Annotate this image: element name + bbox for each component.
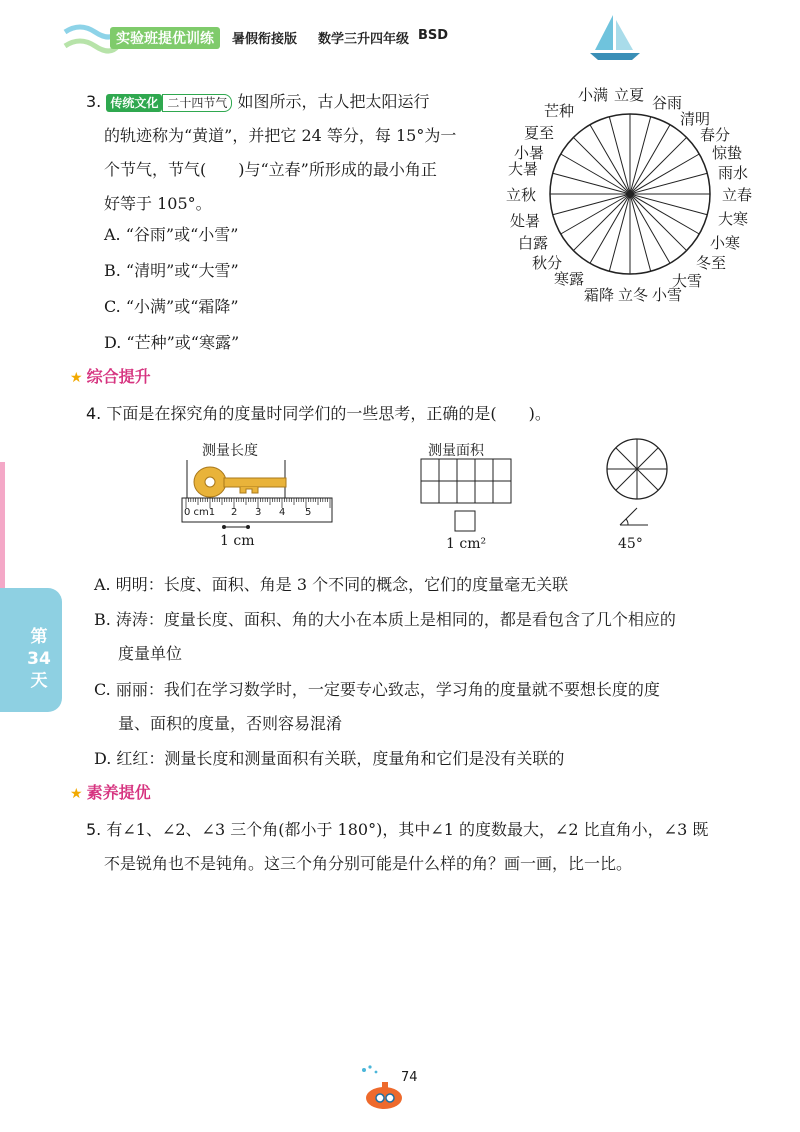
term-label: 冬至 <box>696 254 727 272</box>
area-grid-figure <box>420 458 514 538</box>
solar-terms-wheel <box>548 102 712 292</box>
term-label: 小寒 <box>710 234 741 252</box>
term-label: 白露 <box>518 234 549 252</box>
term-label: 立冬 <box>618 286 649 304</box>
term-label: 立夏 <box>614 86 645 104</box>
wheel-spoke <box>630 194 651 271</box>
question-text-line: 如图所示，古人把太阳运行 <box>237 92 430 111</box>
term-label: 立春 <box>722 186 753 204</box>
ruler-key-figure <box>180 458 340 533</box>
term-label: 大寒 <box>718 210 749 228</box>
option-a[interactable]: A. 明明：长度、面积、角是 3 个不同的概念，它们的度量毫无关联 <box>94 575 569 594</box>
sailboat-icon <box>585 10 645 65</box>
section-heading-literacy: ★ 素养提优 <box>70 783 151 802</box>
question-3 <box>86 86 496 118</box>
star-icon: ★ <box>70 786 83 802</box>
question-3-body <box>104 120 504 220</box>
question-5 <box>86 814 786 846</box>
angle-circle-figure <box>604 437 674 537</box>
term-label: 芒种 <box>544 102 575 120</box>
unit-segment <box>222 522 252 532</box>
question-text-line: 有∠1、∠2、∠3 三个角(都小于 180°)，其中∠1 的度数最大，∠2 比直角小，∠3 既 <box>106 820 709 839</box>
unit-label-cm: 1 cm <box>220 533 255 549</box>
unit-label-cm2: 1 cm² <box>446 536 487 552</box>
header-brand: 实验班提优训练 <box>110 27 220 49</box>
question-text-line: 好等于 105°。 <box>104 194 212 213</box>
margin-bar <box>0 462 5 590</box>
term-label: 夏至 <box>524 124 555 142</box>
term-label: 小满 <box>578 86 609 104</box>
term-label: 秋分 <box>532 254 563 272</box>
term-label: 霜降 <box>584 286 615 304</box>
question-number: 3. <box>86 92 102 111</box>
ruler-tick-labels: 0 cm1 2 3 4 5 <box>184 507 312 518</box>
option-c[interactable]: C. 丽丽：我们在学习数学时，一定要专心致志，学习角的度量就不要想长度的度 <box>94 680 660 699</box>
option-b[interactable]: B. 涛涛：度量长度、面积、角的大小在本质上是相同的，都是看包含了几个相应的 <box>94 610 676 629</box>
term-label: 雨水 <box>718 164 749 182</box>
option-b[interactable]: B. “清明”或“大雪” <box>104 261 239 280</box>
page-number: 74 <box>401 1070 418 1085</box>
wheel-spoke <box>553 194 630 215</box>
term-label: 处暑 <box>510 212 541 230</box>
option-a[interactable]: A. “谷雨”或“小雪” <box>104 225 239 244</box>
term-label: 立秋 <box>506 186 537 204</box>
wheel-spoke <box>609 117 630 194</box>
circle-spoke <box>616 469 637 490</box>
question-stem: 下面是在探究角的度量时同学们的一些思考，正确的是( )。 <box>106 404 551 423</box>
option-c[interactable]: C. “小满”或“霜降” <box>104 297 239 316</box>
term-label: 谷雨 <box>652 94 683 112</box>
option-c-continued: 量、面积的度量，否则容易混淆 <box>118 714 343 733</box>
question-4 <box>86 398 726 430</box>
wheel-spoke <box>609 194 630 271</box>
term-label: 大暑 <box>508 160 539 178</box>
option-b-continued: 度量单位 <box>118 644 183 663</box>
culture-tag: 传统文化 <box>106 94 162 112</box>
topic-tag: 二十四节气 <box>162 94 232 112</box>
question-5-line2: 不是锐角也不是钝角。这三个角分别可能是什么样的角？画一画，比一比。 <box>104 854 633 873</box>
star-icon: ★ <box>70 370 83 386</box>
header-publisher: BSD <box>418 28 449 43</box>
option-d[interactable]: D. 红红：测量长度和测量面积有关联，度量角和它们是没有关联的 <box>94 749 565 768</box>
circle-spoke <box>637 469 658 490</box>
section-heading-comprehensive: ★ 综合提升 <box>70 367 151 386</box>
term-label: 寒露 <box>554 270 585 288</box>
unit-label-degree: 45° <box>618 536 643 552</box>
figure-title-area: 测量面积 <box>428 443 484 459</box>
term-label: 大雪 <box>672 272 703 290</box>
term-label: 小暑 <box>514 144 545 162</box>
term-label: 清明 <box>680 110 711 128</box>
question-text-line: 的轨迹称为“黄道”，并把它 24 等分，每 15°为一 <box>104 126 457 145</box>
question-text-line: 个节气，节气( )与“立春”所形成的最小角正 <box>104 160 437 179</box>
day-tab-label: 第 34 天 <box>27 627 51 691</box>
header-subject: 数学三升四年级 <box>318 32 410 47</box>
submarine-icon <box>356 1064 406 1114</box>
question-number: 5. <box>86 820 102 839</box>
wheel-spoke <box>630 194 707 215</box>
option-d[interactable]: D. “芒种”或“寒露” <box>104 333 240 352</box>
header-edition: 暑假衔接版 <box>232 32 298 47</box>
circle-spoke <box>616 448 637 469</box>
question-number: 4. <box>86 404 102 423</box>
circle-spoke <box>637 448 658 469</box>
wheel-spoke <box>553 173 630 194</box>
term-label: 小雪 <box>652 286 683 304</box>
term-label: 春分 <box>700 126 731 144</box>
figure-title-length: 测量长度 <box>202 443 258 459</box>
wheel-spoke <box>630 173 707 194</box>
term-label: 惊蛰 <box>712 144 743 162</box>
wheel-spoke <box>630 117 651 194</box>
page-header <box>0 0 800 75</box>
